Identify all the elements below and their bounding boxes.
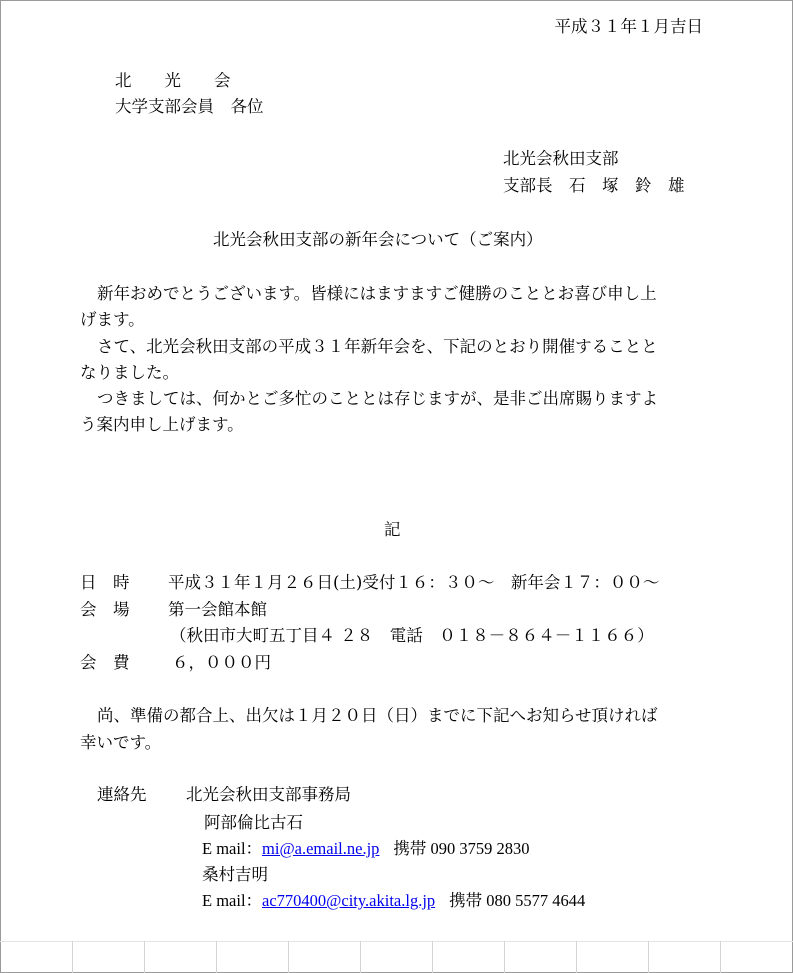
email-label: E mail： [202,891,263,910]
recipient-members: 大学支部会員 各位 [115,97,264,116]
sheet-grid-line [504,941,505,973]
fee-value: ６，０００円 [172,653,271,672]
sheet-grid-line [288,941,289,973]
subject-title: 北光会秋田支部の新年会について（ご案内） [213,230,543,249]
datetime-label: 日 時 [80,573,130,592]
recipient-org: 北 光 会 [115,71,231,90]
body-p1-line2: げます。 [80,310,145,329]
person1-mobile: 携帯 090 3759 2830 [393,839,530,858]
sheet-grid-line [144,941,145,973]
body-p2-line1: さて、北光会秋田支部の平成３１年新年会を、下記のとおり開催することと [97,337,658,356]
contact-label: 連絡先 [97,785,147,804]
contact-person2-email-row [202,890,585,912]
body-p1-line1: 新年おめでとうございます。皆様にはますますご健勝のこととお喜び申し上 [97,284,657,303]
sheet-grid-line [576,941,577,973]
sheet-grid-line [720,941,721,973]
ki-heading: 記 [384,520,401,539]
sheet-grid-line [432,941,433,973]
email-label: E mail： [202,839,263,858]
sheet-grid-line [72,941,73,973]
sheet-grid-top [0,941,793,942]
venue-value: 第一会館本館 [168,600,267,619]
datetime-value: 平成３１年１月２６日(土)受付１６：３０～ 新年会１７：００～ [168,573,660,592]
body-p3-line1: つきましては、何かとご多忙のこととは存じますが、是非ご出席賜りますよ [97,389,658,408]
contact-person2-name: 桑村吉明 [202,865,268,884]
contact-person1-name: 阿部倫比古石 [204,813,303,832]
body-p3-line2: う案内申し上げます。 [80,415,244,434]
sheet-grid-line [360,941,361,973]
person1-email-link[interactable]: mi@a.email.ne.jp [262,839,380,858]
person2-mobile: 携帯 080 5577 4644 [449,891,586,910]
sheet-grid-line [648,941,649,973]
note-line1: 尚、準備の都合上、出欠は１月２０日（日）までに下記へお知らせ頂ければ [97,706,658,725]
body-p2-line2: なりました。 [80,363,179,382]
contact-person1-email-row [202,838,530,860]
contact-office: 北光会秋田支部事務局 [186,785,351,804]
note-line2: 幸いです。 [80,733,162,752]
sender-head: 支部長 石 塚 鈴 雄 [503,176,685,195]
venue-label: 会 場 [80,600,130,619]
sender-branch: 北光会秋田支部 [503,149,619,168]
document-date: 平成３１年１月吉日 [554,17,703,36]
sheet-grid-line [216,941,217,973]
venue-address: （秋田市大町五丁目４ ２８ 電話 ０１８－８６４－１１６６） [170,626,654,645]
fee-label: 会 費 [80,653,130,672]
person2-email-link[interactable]: ac770400@city.akita.lg.jp [262,891,436,910]
